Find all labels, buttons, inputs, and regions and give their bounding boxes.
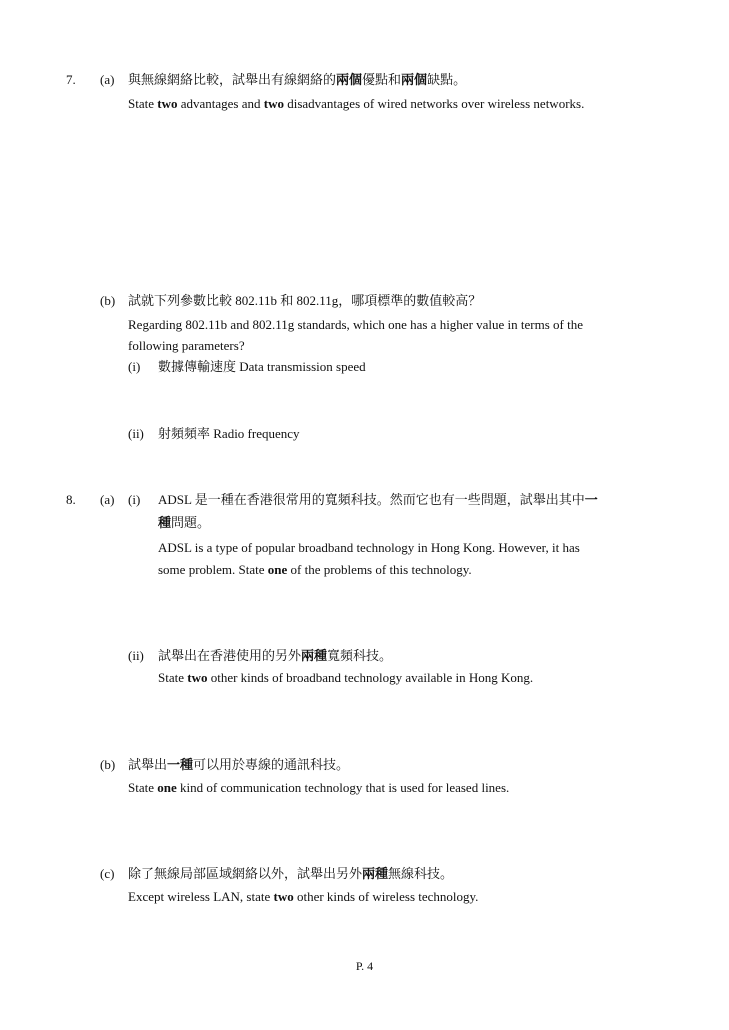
- q8-a-ii-chinese: 試舉出在香港使用的另外兩種寬頻科技。: [158, 648, 393, 663]
- q7-b-label: (b): [100, 293, 116, 308]
- q7-a-english: State two advantages and two disadvantages of wired networks over wireless networks.: [128, 96, 585, 111]
- q7-b-ii-label: (ii): [128, 426, 144, 441]
- question-7-number: 7.: [66, 72, 76, 87]
- q7-b-chinese: 試就下列參數比較 802.11b 和 802.11g，哪項標準的數值較高？: [128, 293, 482, 308]
- q8-b-chinese: 試舉出一種可以用於專線的通訊科技。: [128, 757, 350, 772]
- q7-b-ii-text: 射頻頻率 Radio frequency: [158, 426, 300, 441]
- q8-a-i-chinese-line2: 種問題。: [158, 515, 211, 530]
- q8-c-english: Except wireless LAN, state two other kinds of wireless technology.: [128, 889, 479, 904]
- q7-a-label: (a): [100, 72, 115, 87]
- q8-b-label: (b): [100, 757, 116, 772]
- q7-b-i-label: (i): [128, 359, 141, 374]
- q7-b-english-line1: Regarding 802.11b and 802.11g standards, which one has a higher value in terms of the: [128, 317, 584, 332]
- q7-a-chinese: 與無線網絡比較，試舉出有線網絡的兩個優點和兩個缺點。: [128, 72, 467, 87]
- q8-a-i-english-line2: some problem. State one of the problems of this technology.: [158, 562, 472, 577]
- q8-a-i-english-line1: ADSL is a type of popular broadband technology in Hong Kong. However, it has: [158, 540, 580, 555]
- q7-b-english-line2: following parameters?: [128, 338, 245, 353]
- q7-b-i-text: 數據傳輸速度 Data transmission speed: [158, 359, 366, 374]
- q8-c-label: (c): [100, 866, 115, 881]
- q8-a-ii-label: (ii): [128, 648, 144, 663]
- question-8-number: 8.: [66, 492, 76, 507]
- q8-a-i-chinese-line1: ADSL 是一種在香港很常用的寬頻科技。然而它也有一些問題，試舉出其中一: [158, 492, 598, 507]
- q8-a-ii-english: State two other kinds of broadband technology available in Hong Kong.: [158, 670, 534, 685]
- q8-a-label: (a): [100, 492, 115, 507]
- q8-c-chinese: 除了無線局部區域網絡以外，試舉出另外兩種無線科技。: [128, 866, 454, 881]
- page-number: P. 4: [355, 959, 374, 973]
- q8-b-english: State one kind of communication technology that is used for leased lines.: [128, 780, 510, 795]
- q8-a-i-label: (i): [128, 492, 141, 507]
